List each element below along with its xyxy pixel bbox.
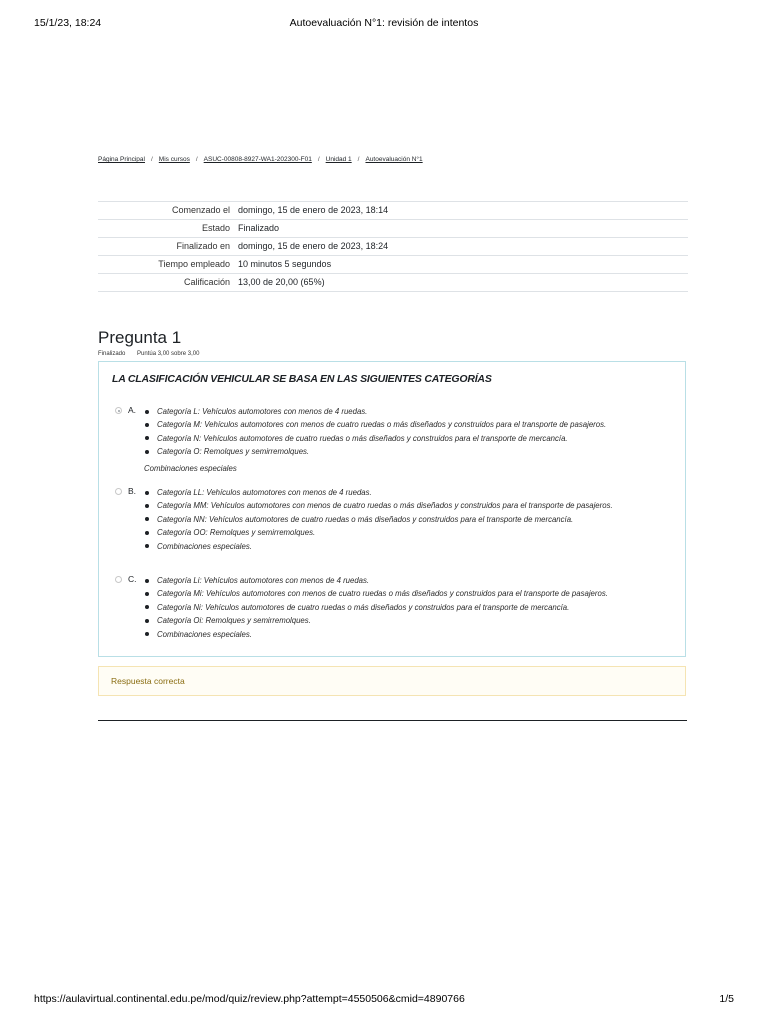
question-title: Pregunta 1 <box>98 328 182 347</box>
summary-row-time-taken <box>98 256 688 274</box>
breadcrumb-my-courses[interactable]: Mis cursos <box>158 156 190 163</box>
option-list <box>145 486 625 553</box>
summary-value: domingo, 15 de enero de 2023, 18:14 <box>234 202 688 220</box>
print-datetime: 15/1/23, 18:24 <box>34 17 102 29</box>
option-extra-text: Combinaciones especiales <box>144 464 237 473</box>
breadcrumb-separator: / <box>150 156 153 163</box>
breadcrumb-separator: / <box>195 156 198 163</box>
summary-row-started <box>98 202 688 220</box>
summary-row-finished <box>98 238 688 256</box>
breadcrumb-course[interactable]: ASUC-00808-8927-WA1-202300-F01 <box>203 156 312 163</box>
question-text: LA CLASIFICACIÓN VEHICULAR SE BASA EN LAS SIGUIENTES CATEGORÍAS <box>112 373 492 385</box>
breadcrumb <box>98 156 688 163</box>
summary-value: domingo, 15 de enero de 2023, 18:24 <box>234 238 688 256</box>
print-header <box>34 17 734 31</box>
option-letter: C. <box>128 574 137 584</box>
list-item: Combinaciones especiales. <box>145 628 675 641</box>
breadcrumb-home[interactable]: Página Principal <box>98 156 145 163</box>
breadcrumb-separator: / <box>317 156 320 163</box>
summary-label: Tiempo empleado <box>98 256 234 274</box>
breadcrumb-unit[interactable]: Unidad 1 <box>325 156 352 163</box>
question-score: Puntúa 3,00 sobre 3,00 <box>137 351 200 357</box>
summary-value: 13,00 de 20,00 (65%) <box>234 274 688 292</box>
list-item: Categoría Oi: Remolques y semirremolques. <box>145 614 675 627</box>
radio-button-icon[interactable] <box>115 407 122 414</box>
summary-row-grade <box>98 274 688 292</box>
list-item: Categoría O: Remolques y semirremolques. <box>145 445 675 458</box>
list-item: Categoría L: Vehículos automotores con menos de 4 ruedas. <box>145 405 675 418</box>
list-item: Categoría M: Vehículos automotores con menos de cuatro ruedas o más diseñados y construidos para el transporte de pasajeros. <box>145 418 675 431</box>
list-item: Categoría Mi: Vehículos automotores con menos de cuatro ruedas o más diseñados y construidos para el transporte de pasajeros. <box>145 587 675 600</box>
print-url: https://aulavirtual.continental.edu.pe/mod/quiz/review.php?attempt=4550506&cmid=4890766 <box>34 993 465 1005</box>
print-page-number: 1/5 <box>719 993 734 1005</box>
breadcrumb-quiz[interactable]: Autoevaluación N°1 <box>365 156 423 163</box>
radio-button-icon[interactable] <box>115 576 122 583</box>
option-letter: B. <box>128 486 137 496</box>
option-letter: A. <box>128 405 137 415</box>
summary-label: Estado <box>98 220 234 238</box>
list-item: Categoría LL: Vehículos automotores con menos de 4 ruedas. <box>145 486 625 499</box>
breadcrumb-separator: / <box>357 156 360 163</box>
summary-label: Comenzado el <box>98 202 234 220</box>
question-state: Finalizado <box>98 351 126 357</box>
answer-feedback-box <box>98 666 686 696</box>
option-list <box>145 574 675 641</box>
attempt-summary-table <box>98 201 688 292</box>
list-item: Categoría NN: Vehículos automotores de cuatro ruedas o más diseñados y construidos para el transporte de mercancía. <box>145 513 625 526</box>
list-item: Categoría Li: Vehículos automotores con menos de 4 ruedas. <box>145 574 675 587</box>
summary-value: 10 minutos 5 segundos <box>234 256 688 274</box>
summary-label: Finalizado en <box>98 238 234 256</box>
list-item: Categoría Ni: Vehículos automotores de cuatro ruedas o más diseñados y construidos para el transporte de mercancía. <box>145 601 675 614</box>
print-page-title: Autoevaluación N°1: revisión de intentos <box>289 17 479 29</box>
radio-button-icon[interactable] <box>115 488 122 495</box>
summary-value: Finalizado <box>234 220 688 238</box>
summary-row-state <box>98 220 688 238</box>
list-item: Categoría MM: Vehículos automotores con menos de cuatro ruedas o más diseñados y construidos para el transporte de pasajeros. <box>145 499 625 512</box>
divider <box>98 720 687 721</box>
question-info <box>98 351 199 357</box>
list-item: Categoría N: Vehículos automotores de cuatro ruedas o más diseñados y construidos para el transporte de mercancía. <box>145 432 675 445</box>
print-footer <box>34 993 734 1007</box>
summary-label: Calificación <box>98 274 234 292</box>
question-content-box <box>98 361 686 657</box>
option-list <box>145 405 675 459</box>
feedback-text: Respuesta correcta <box>111 676 185 686</box>
list-item: Combinaciones especiales. <box>145 540 625 553</box>
list-item: Categoría OO: Remolques y semirremolques. <box>145 526 625 539</box>
